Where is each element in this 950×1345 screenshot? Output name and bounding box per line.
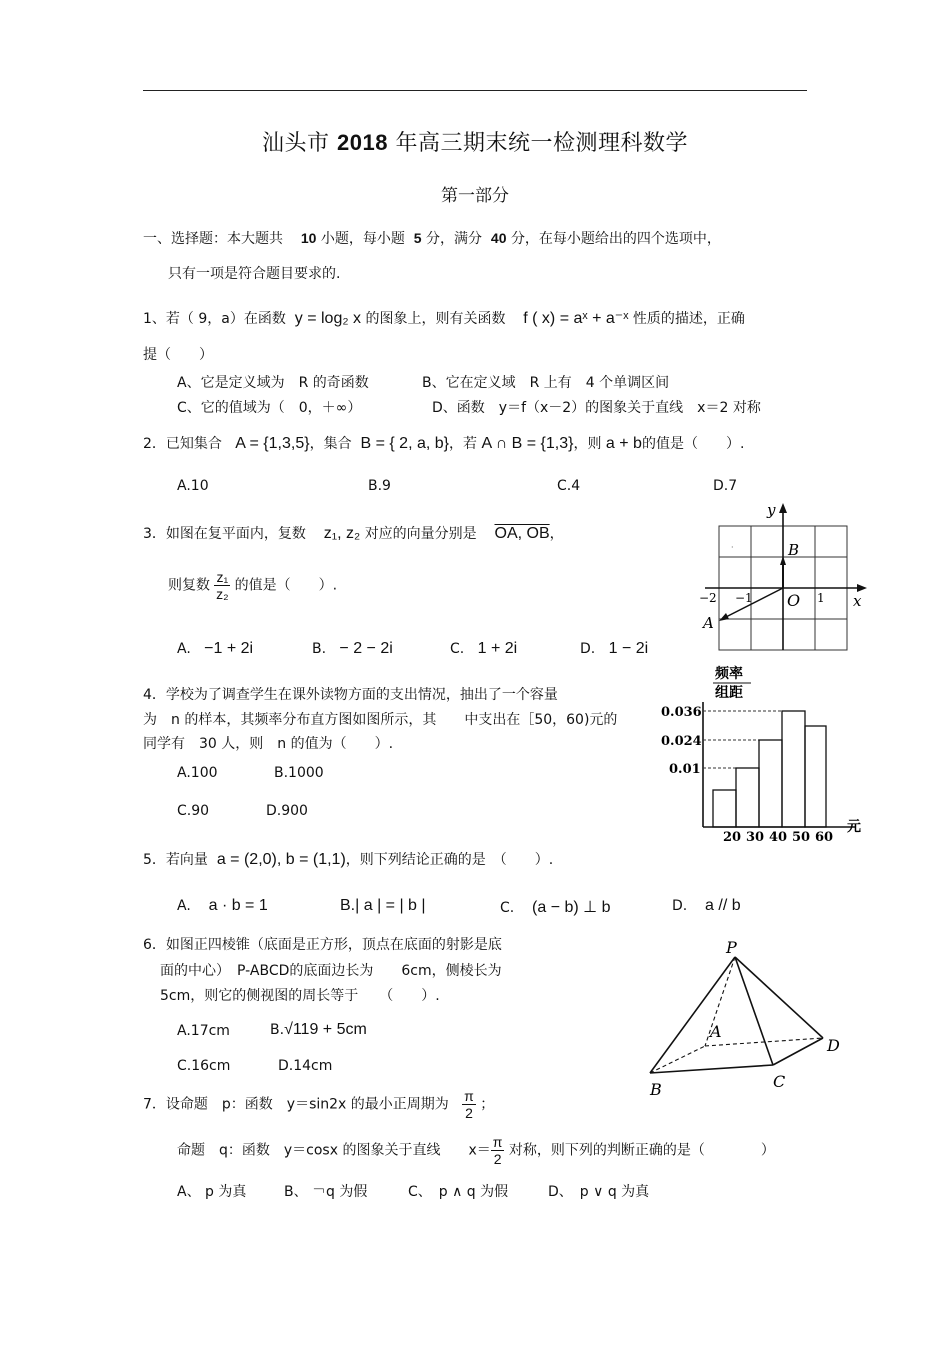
q3-stem-2: 则复数 $\frac{\text{z₁}}{\text{z₂}}$ 的值是（ ）. [168, 569, 338, 602]
q6-option-a: A.17cm [177, 1023, 230, 1039]
q3-complex-plane-figure [695, 498, 875, 653]
histogram-ylabel-bottom: 组距 [715, 685, 743, 701]
q6-pyramid-figure [640, 935, 855, 1100]
q1-stem-2: 提（ ） [143, 347, 213, 363]
q4-stem-3: 同学有 30 人，则 n 的值为（ ）. [143, 736, 394, 752]
svg-text:·: · [731, 543, 734, 552]
q1-option-d: D、函数 y＝f（x－2）的图象关于直线 x＝2 对称 [432, 400, 761, 416]
q7-option-b: B、 ￢q 为假 [284, 1184, 368, 1200]
q6-option-d: D.14cm [278, 1058, 333, 1074]
q4-option-b: B.1000 [274, 765, 324, 781]
q6-option-b: B.√119 + 5cm [270, 1021, 367, 1038]
section-instructions-2: 只有一项是符合题目要求的. [168, 266, 341, 282]
histogram-bar-2 [736, 768, 759, 827]
q6-option-c: C.16cm [177, 1058, 231, 1074]
q4-option-c: C.90 [177, 803, 210, 819]
y-axis-label: y [767, 501, 776, 519]
tick-minus-2: −2 [699, 591, 717, 605]
xtick-1: 20 [723, 830, 742, 845]
q1-option-c: C、它的值域为（ 0，＋∞） [177, 400, 362, 416]
histogram-bar-3 [759, 740, 782, 827]
q7-option-c: C、 p ∧ q 为假 [408, 1184, 509, 1200]
histogram-bar-4 [782, 711, 805, 827]
q2-stem: 2．已知集合 A = {1,3,5}，集合 B = { 2, a, b}，若 A ∩ B = {1,3}，则 a + b的值是（ ）. [143, 435, 745, 452]
q7-fraction-2: $\frac{\pi}{2}$ [492, 1134, 503, 1167]
xunit-label: 元 [847, 819, 861, 835]
top-rule [143, 90, 807, 91]
tick-minus-1: −1 [735, 591, 753, 605]
histogram-bar-1 [713, 790, 736, 827]
histogram-ylabel-top: 频率 [715, 666, 743, 682]
q2-option-c: C.4 [557, 478, 581, 494]
q3-option-a: A. −1 + 2i [177, 640, 254, 657]
q6-stem-1: 6．如图正四棱锥（底面是正方形，顶点在底面的射影是底 [143, 937, 502, 953]
q5-option-d: D. a // b [672, 897, 741, 914]
xtick-3: 40 [769, 830, 788, 845]
ytick-2: 0.024 [661, 734, 702, 749]
ytick-1: 0.036 [661, 705, 702, 720]
q4-stem-1: 4．学校为了调查学生在课外读物方面的支出情况，抽出了一个容量 [143, 687, 558, 703]
q3-fraction: $\frac{\text{z₁}}{\text{z₂}}$ [216, 569, 229, 602]
q7-stem: 7．设命题 p：函数 y＝sin2x 的最小正周期为 $\frac{\pi}{2}$ ； [143, 1088, 495, 1121]
q5-stem: 5．若向量 a = (2,0), b = (1,1)，则下列结论正确的是 （ ）. [143, 851, 554, 868]
q2-option-a: A.10 [177, 478, 209, 494]
vertex-b-label: B [650, 1080, 662, 1099]
q7-fraction-1: $\frac{\pi}{2}$ [464, 1088, 474, 1121]
q5-option-b: B.| a | = | b | [340, 897, 426, 914]
q4-histogram-figure [655, 660, 870, 850]
origin-label: O [787, 591, 801, 610]
q2-option-b: B.9 [368, 478, 391, 494]
q7-option-a: A、 p 为真 [177, 1184, 247, 1200]
q6-stem-2: 面的中心） P-ABCD的底面边长为 6cm，侧棱长为 [160, 963, 502, 979]
xtick-4: 50 [792, 830, 811, 845]
xtick-5: 60 [815, 830, 834, 845]
vertex-d-label: D [827, 1036, 840, 1055]
q5-option-a: A. a · b = 1 [177, 897, 268, 914]
vertex-p-label: P [726, 938, 737, 957]
q7-option-d: D、 p ∨ q 为真 [548, 1184, 650, 1200]
vertex-a-label: A [710, 1022, 722, 1041]
q1-stem: 1、若（ 9，a）在函数 y = log₂ x 的图象上，则有关函数 f ( x) = aˣ + a⁻ˣ 性质的描述，正确 [143, 310, 745, 327]
q3-stem: 3．如图在复平面内，复数 z₁, z₂ 对应的向量分别是 OA, OB， [143, 525, 564, 542]
page-title: 汕头市 2018 年高三期末统一检测理科数学 [262, 130, 688, 156]
q5-option-c: C. (a − b) ⊥ b [500, 899, 611, 916]
point-b-label: B [788, 541, 800, 559]
point-a-label: A [703, 614, 714, 632]
q7-stem-2: 命题 q：函数 y＝cosx 的图象关于直线 x＝ $\frac{\pi}{2}$ 对称，则下列的判断正确的是（ ） [177, 1134, 775, 1167]
q1-option-b: B、它在定义域 R 上有 4 个单调区间 [422, 375, 670, 391]
ytick-3: 0.01 [669, 762, 701, 777]
section-instructions: 一、选择题：本大题共 10 小题，每小题 5 分，满分 40 分，在每小题给出的四个选项中， [143, 230, 721, 247]
q1-option-a: A、它是定义域为 R 的奇函数 [177, 375, 369, 391]
q3-option-d: D. 1 − 2i [580, 640, 649, 657]
q2-option-d: D.7 [713, 478, 738, 494]
q6-stem-3: 5cm，则它的侧视图的周长等于 （ ）. [160, 988, 440, 1004]
q3-option-c: C. 1 + 2i [450, 640, 518, 657]
part-heading: 第一部分 [441, 186, 509, 206]
histogram-bar-5 [805, 726, 826, 827]
q4-option-d: D.900 [266, 803, 308, 819]
q4-stem-2: 为 n 的样本，其频率分布直方图如图所示，其 中支出在［50，60)元的 [143, 712, 618, 728]
xtick-2: 30 [746, 830, 765, 845]
q3-option-b: B. − 2 − 2i [312, 640, 393, 657]
x-axis-label: x [853, 592, 862, 610]
q4-option-a: A.100 [177, 765, 218, 781]
vertex-c-label: C [773, 1072, 786, 1091]
tick-1: 1 [817, 591, 825, 605]
